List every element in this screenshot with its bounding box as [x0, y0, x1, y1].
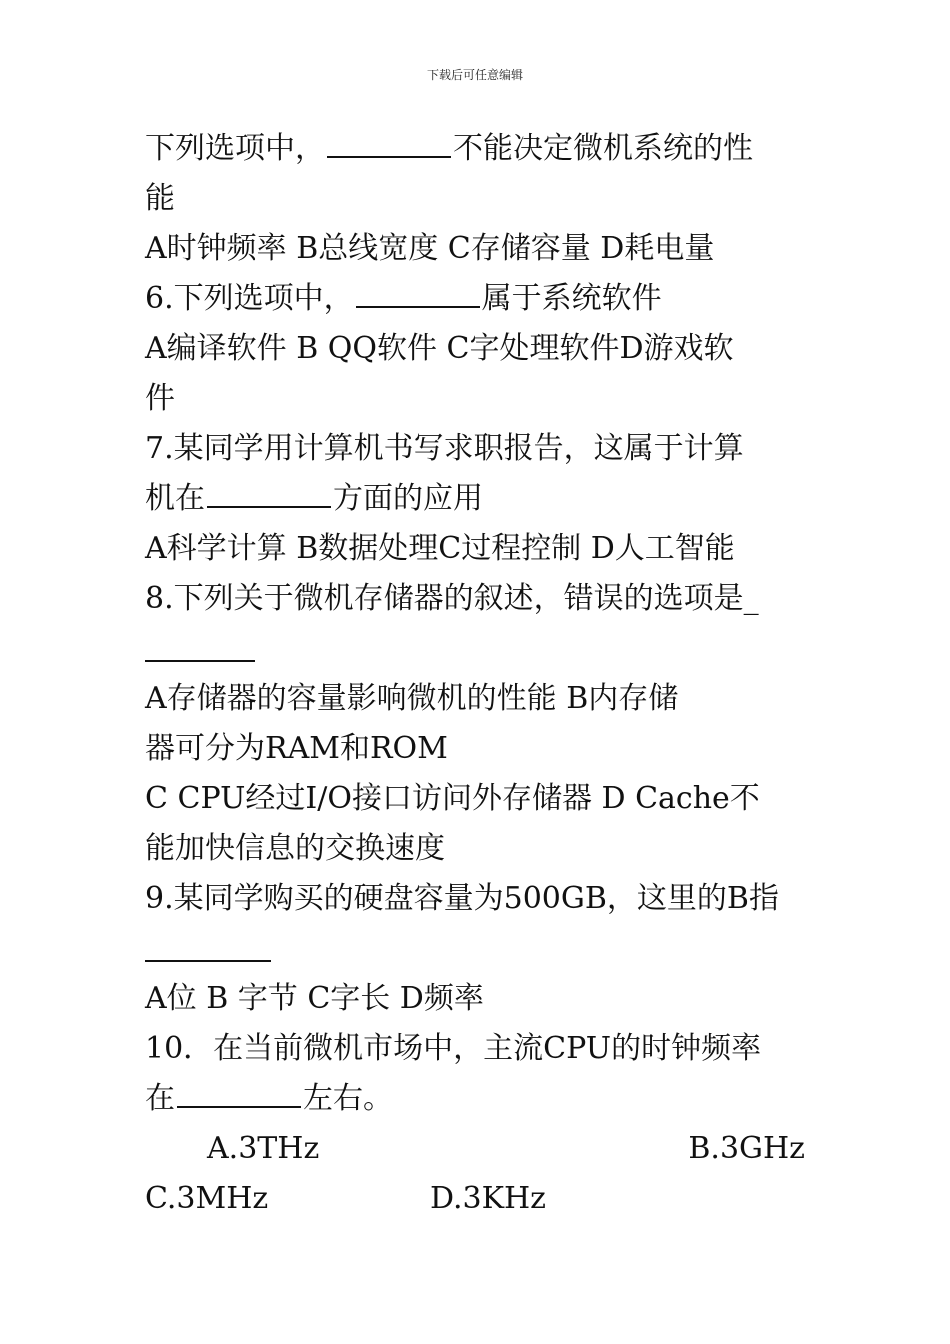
q7-stem-part2: 方面的应用	[333, 481, 483, 516]
q5-stem	[145, 124, 807, 174]
q10-option-b: B.3GHz	[688, 1131, 805, 1166]
q5-stem-part1: 下列选项中，	[145, 131, 325, 166]
q8-options-line1: A存储器的容量影响微机的性能 B内存储	[145, 681, 679, 716]
q7-stem-part1: 机在	[145, 481, 205, 516]
q5-stem-part2: 不能决定微机系统的性	[453, 131, 753, 166]
q8-options-line4: 能加快信息的交换速度	[145, 831, 445, 866]
q10-stem-part1: 在	[145, 1081, 175, 1116]
q10-option-c: C.3MHz	[145, 1181, 269, 1216]
q10-answer-blank	[177, 1074, 301, 1108]
q8-stem-line1: 8.下列关于微机存储器的叙述，错误的选项是_	[145, 581, 759, 616]
q10-options-row2	[145, 1174, 807, 1224]
q10-stem-line1: 10．在当前微机市场中，主流CPU的时钟频率	[145, 1031, 762, 1066]
q7-stem-line1: 7.某同学用计算机书写求职报告，这属于计算	[145, 431, 744, 466]
q8-options-line3: C CPU经过I/O接口访问外存储器 D Cache不	[145, 781, 760, 816]
question-list	[145, 124, 807, 1224]
page-header: 下载后可任意编辑	[426, 68, 523, 82]
q6-stem	[145, 274, 807, 324]
q6-options-line1: A编译软件 B QQ软件 C字处理软件D游戏软	[145, 331, 734, 366]
q8-answer-blank	[145, 624, 255, 662]
q9-stem-line1: 9.某同学购买的硬盘容量为500GB，这里的B指	[145, 881, 779, 916]
q9-options: A位 B 字节 C字长 D频率	[145, 981, 484, 1016]
q7-answer-blank	[207, 474, 331, 508]
q10-stem-line2	[145, 1074, 807, 1124]
q7-stem-line2	[145, 474, 807, 524]
q6-stem-part1: 6.下列选项中，	[145, 281, 354, 316]
q5-options: A时钟频率 B总线宽度 C存储容量 D耗电量	[145, 231, 715, 266]
q5-stem-line2: 能	[145, 181, 175, 216]
q10-option-a: A.3THz	[207, 1131, 320, 1166]
q8-blank-line	[145, 624, 807, 674]
q6-stem-part2: 属于系统软件	[481, 281, 662, 316]
q6-answer-blank	[356, 274, 480, 308]
q7-options: A科学计算 B数据处理C过程控制 D人工智能	[145, 531, 735, 566]
q10-option-d: D.3KHz	[430, 1181, 546, 1216]
q9-answer-blank	[145, 924, 271, 962]
q8-options-line2: 器可分为RAM和ROM	[145, 731, 448, 766]
q5-answer-blank	[327, 124, 451, 158]
q9-blank-line	[145, 924, 807, 974]
q10-stem-part2: 左右。	[303, 1081, 393, 1116]
q10-options-row1	[145, 1124, 807, 1174]
q6-options-line2: 件	[145, 381, 175, 416]
